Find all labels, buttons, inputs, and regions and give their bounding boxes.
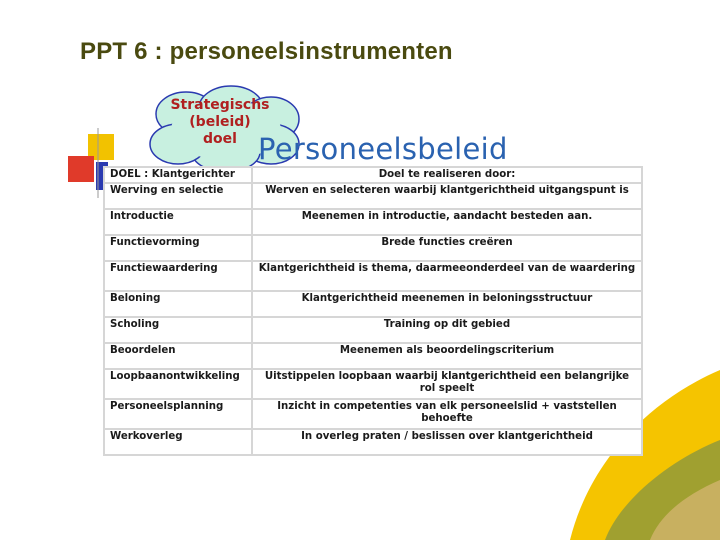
action-cell: In overleg praten / beslissen over klantgerichtheid <box>252 429 642 455</box>
action-cell: Klantgerichtheid is thema, daarmeeonderdeel van de waardering <box>252 261 642 291</box>
table-row <box>104 261 642 291</box>
instrument-cell: Functiewaardering <box>104 261 252 291</box>
action-cell: Inzicht in competenties van elk personeelslid + vaststellen behoefte <box>252 399 642 429</box>
action-cell: Klantgerichtheid meenemen in beloningsstructuur <box>252 291 642 317</box>
instrument-cell: Introductie <box>104 209 252 235</box>
personnel-table <box>103 166 643 456</box>
table-row <box>104 291 642 317</box>
slide-title: PPT 6 : personeelsinstrumenten <box>80 38 453 65</box>
action-cell: Training op dit gebied <box>252 317 642 343</box>
table-row <box>104 369 642 399</box>
action-cell: Brede functies creëren <box>252 235 642 261</box>
table-row <box>104 183 642 209</box>
instrument-cell: Loopbaanontwikkeling <box>104 369 252 399</box>
action-cell: Uitstippelen loopbaan waarbij klantgerichtheid een belangrijke rol speelt <box>252 369 642 399</box>
table-row <box>104 343 642 369</box>
instrument-cell: Beloning <box>104 291 252 317</box>
instrument-cell: Functievorming <box>104 235 252 261</box>
cloud-line-2: (beleid) <box>189 114 251 130</box>
instrument-cell: Werving en selectie <box>104 183 252 209</box>
header-goal: DOEL : Klantgerichter <box>104 167 252 183</box>
table-header-row <box>104 167 642 183</box>
table-row <box>104 235 642 261</box>
action-cell: Meenemen in introductie, aandacht besteden aan. <box>252 209 642 235</box>
table-row <box>104 399 642 429</box>
instrument-cell: Beoordelen <box>104 343 252 369</box>
instrument-cell: Scholing <box>104 317 252 343</box>
table-row <box>104 209 642 235</box>
instrument-cell: Werkoverleg <box>104 429 252 455</box>
red-square <box>68 156 94 182</box>
action-cell: Meenemen als beoordelingscriterium <box>252 343 642 369</box>
cloud-line-1: Strategischs <box>170 97 270 113</box>
action-cell: Werven en selecteren waarbij klantgerichtheid uitgangspunt is <box>252 183 642 209</box>
section-heading: Personeelsbeleid <box>258 132 508 166</box>
cloud-line-3: doel <box>203 131 237 147</box>
instrument-cell: Personeelsplanning <box>104 399 252 429</box>
table-row <box>104 429 642 455</box>
header-realize: Doel te realiseren door: <box>252 167 642 183</box>
table-row <box>104 317 642 343</box>
